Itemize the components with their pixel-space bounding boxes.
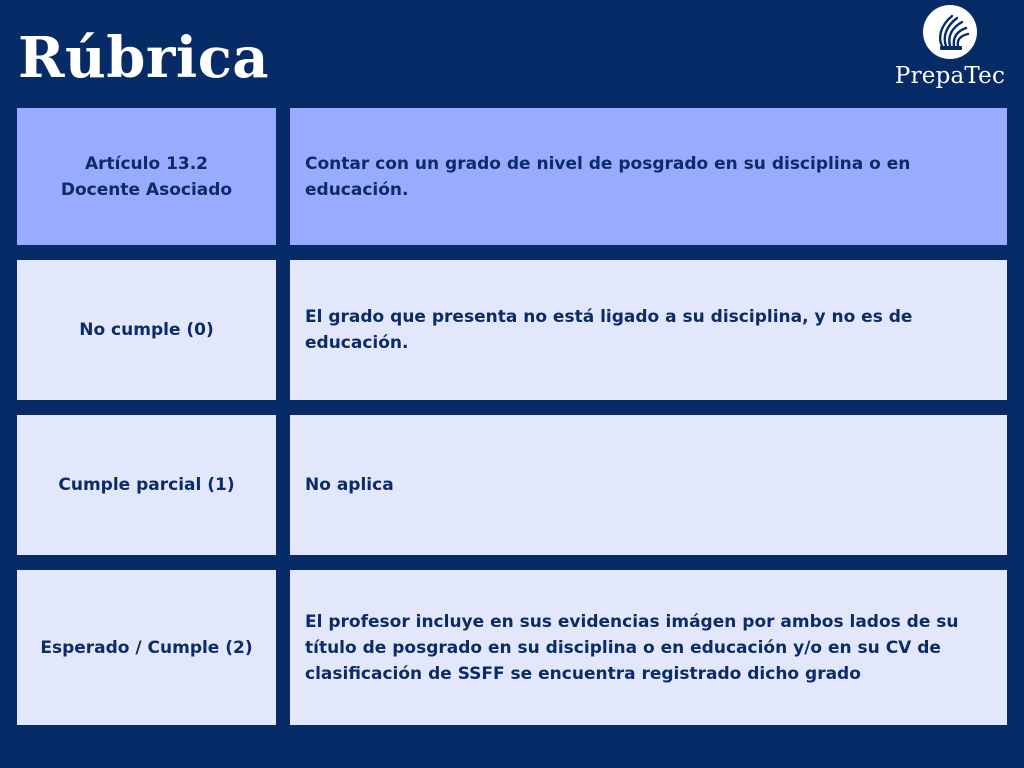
level-description-cell [290,415,1007,555]
level-description: No aplica [305,475,394,495]
prepatec-torch-emblem-icon [922,4,978,60]
level-description-cell [290,570,1007,725]
level-label: Esperado / Cumple (2) [40,637,253,658]
prepatec-logo [884,4,1016,96]
article-label-cell [17,108,276,245]
level-label-cell [17,570,276,725]
page-title: Rúbrica [18,25,270,91]
role-label: Docente Asociado [60,179,233,200]
criterion-description: Contar con un grado de nivel de posgrado en su disciplina o en educación. [305,153,911,200]
logo-text: PrepaTec [894,63,1006,89]
level-description: El profesor incluye en sus evidencias imágen por ambos lados de su título de posgrado en su disciplina o en educación y/o en su CV de clasificación de SSFF se encuentra registrado dicho grado [305,611,959,684]
level-label: No cumple (0) [79,320,214,340]
level-label-cell [17,260,276,400]
criterion-description-cell [290,108,1007,245]
level-label: Cumple parcial (1) [58,475,235,495]
level-description: El grado que presenta no está ligado a su disciplina, y no es de educación. [305,307,913,353]
level-label-cell [17,415,276,555]
article-number: Artículo 13.2 [84,153,209,174]
level-description-cell [290,260,1007,400]
